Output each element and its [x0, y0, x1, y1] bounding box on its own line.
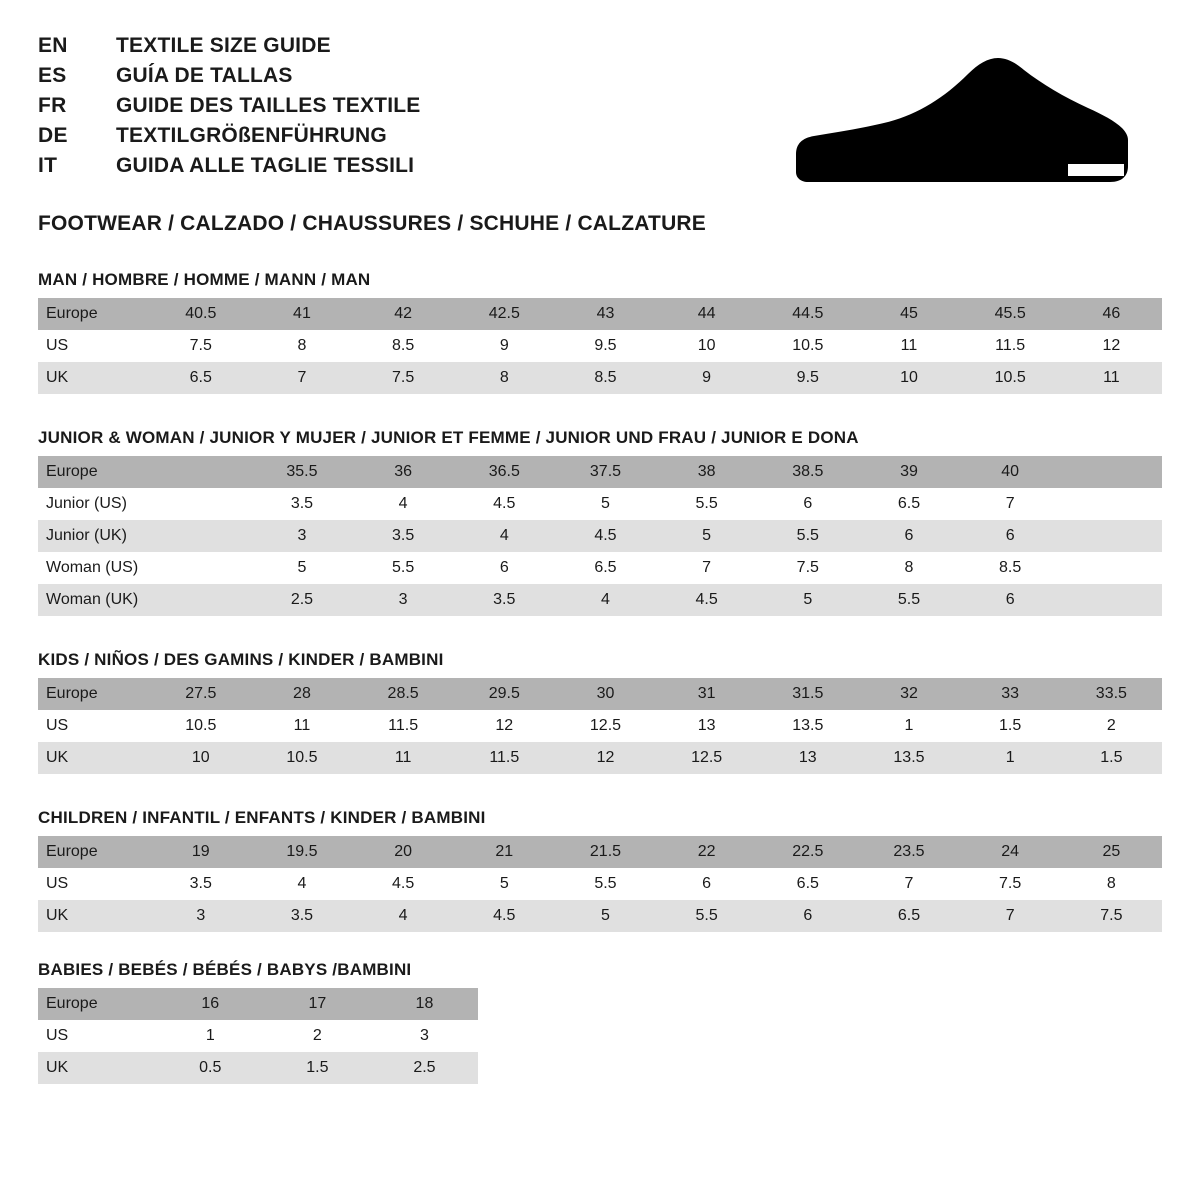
row-label: Europe: [38, 456, 150, 488]
cell: 10: [656, 330, 757, 362]
table-title: CHILDREN / INFANTIL / ENFANTS / KINDER / BAMBINI: [38, 808, 486, 827]
cell: 21.5: [555, 836, 656, 868]
cell: 11.5: [454, 742, 555, 774]
cell: 31: [656, 678, 757, 710]
cell: 19: [150, 836, 251, 868]
cell: 46: [1061, 298, 1162, 330]
cell: 4: [353, 900, 454, 932]
cell: 4.5: [656, 584, 757, 616]
cell: [1061, 456, 1162, 488]
table-row: [38, 742, 1162, 774]
row-label: US: [38, 868, 150, 900]
cell: 38: [656, 456, 757, 488]
cell: 3.5: [251, 488, 352, 520]
table-block-babies: [38, 960, 1162, 1084]
language-title: GUIDE DES TAILLES TEXTILE: [116, 94, 421, 117]
cell: 3: [150, 900, 251, 932]
table-row: [38, 330, 1162, 362]
cell: 6: [960, 584, 1061, 616]
cell: 3.5: [251, 900, 352, 932]
cell: 1: [858, 710, 959, 742]
cell: 17: [264, 988, 371, 1020]
cell: 5: [656, 520, 757, 552]
cell: 10.5: [251, 742, 352, 774]
table-row: [38, 900, 1162, 932]
cell: 2: [1061, 710, 1162, 742]
cell: 4.5: [555, 520, 656, 552]
cell: 6: [960, 520, 1061, 552]
cell: 45: [858, 298, 959, 330]
cell: 10.5: [150, 710, 251, 742]
cell: 5.5: [555, 868, 656, 900]
table-title: KIDS / NIÑOS / DES GAMINS / KINDER / BAMBINI: [38, 650, 444, 669]
cell: 8.5: [353, 330, 454, 362]
cell: 6: [454, 552, 555, 584]
table-block-kids: [38, 650, 1162, 774]
table-title: MAN / HOMBRE / HOMME / MANN / MAN: [38, 270, 371, 289]
cell: [150, 456, 251, 488]
size-table-man: [38, 298, 1162, 394]
cell: 7.5: [1061, 900, 1162, 932]
cell: 4: [251, 868, 352, 900]
cell: 5: [757, 584, 858, 616]
cell: 2: [264, 1020, 371, 1052]
cell: 31.5: [757, 678, 858, 710]
cell: 45.5: [960, 298, 1061, 330]
cell: 4.5: [454, 488, 555, 520]
table-row: [38, 1052, 478, 1084]
cell: 7: [960, 900, 1061, 932]
language-title: GUIDA ALLE TAGLIE TESSILI: [116, 154, 415, 177]
cell: 5.5: [858, 584, 959, 616]
language-title: TEXTILE SIZE GUIDE: [116, 34, 331, 57]
language-list: [38, 34, 420, 184]
cell: 4: [454, 520, 555, 552]
cell: 7: [858, 868, 959, 900]
cell: 9.5: [555, 330, 656, 362]
table-row: [38, 988, 478, 1020]
cell: 12: [555, 742, 656, 774]
cell: 5.5: [656, 488, 757, 520]
language-code: DE: [38, 124, 68, 147]
language-row: [38, 154, 420, 178]
cell: 30: [555, 678, 656, 710]
cell: 22: [656, 836, 757, 868]
table-row: [38, 678, 1162, 710]
cell: 18: [371, 988, 478, 1020]
cell: 32: [858, 678, 959, 710]
cell: 6.5: [858, 488, 959, 520]
cell: 39: [858, 456, 959, 488]
cell: 7: [656, 552, 757, 584]
cell: 13: [757, 742, 858, 774]
cell: 5: [555, 488, 656, 520]
row-label: UK: [38, 900, 150, 932]
cell: 1: [157, 1020, 264, 1052]
cell: 22.5: [757, 836, 858, 868]
cell: 11.5: [960, 330, 1061, 362]
cell: 1.5: [1061, 742, 1162, 774]
cell: 1.5: [264, 1052, 371, 1084]
cell: 11: [251, 710, 352, 742]
cell: 9: [656, 362, 757, 394]
cell: 7: [960, 488, 1061, 520]
cell: 44.5: [757, 298, 858, 330]
cell: 3.5: [353, 520, 454, 552]
cell: 5: [251, 552, 352, 584]
cell: [1061, 488, 1162, 520]
cell: 4: [353, 488, 454, 520]
cell: 11: [858, 330, 959, 362]
cell: 5.5: [656, 900, 757, 932]
cell: 10: [858, 362, 959, 394]
cell: 40.5: [150, 298, 251, 330]
row-label: UK: [38, 742, 150, 774]
row-label: US: [38, 330, 150, 362]
cell: 8.5: [555, 362, 656, 394]
language-code: IT: [38, 154, 58, 177]
cell: 19.5: [251, 836, 352, 868]
cell: 12: [454, 710, 555, 742]
cell: 5: [555, 900, 656, 932]
table-row: [38, 520, 1162, 552]
language-row: [38, 64, 420, 88]
cell: 8: [1061, 868, 1162, 900]
cell: 8: [454, 362, 555, 394]
dress-shoe-icon: [782, 34, 1162, 186]
cell: 0.5: [157, 1052, 264, 1084]
cell: 7.5: [353, 362, 454, 394]
language-title: TEXTILGRÖßENFÜHRUNG: [116, 124, 387, 147]
row-label: UK: [38, 1052, 157, 1084]
cell: 44: [656, 298, 757, 330]
cell: 7: [251, 362, 352, 394]
cell: [1061, 552, 1162, 584]
cell: 6.5: [858, 900, 959, 932]
cell: [150, 584, 251, 616]
cell: 23.5: [858, 836, 959, 868]
table-row: [38, 710, 1162, 742]
cell: 9: [454, 330, 555, 362]
row-label: US: [38, 710, 150, 742]
cell: 6: [656, 868, 757, 900]
row-label: UK: [38, 362, 150, 394]
cell: 10: [150, 742, 251, 774]
table-row: [38, 1020, 478, 1052]
cell: 13.5: [757, 710, 858, 742]
cell: 8: [251, 330, 352, 362]
cell: 10.5: [960, 362, 1061, 394]
cell: 35.5: [251, 456, 352, 488]
cell: [150, 552, 251, 584]
row-label: Junior (UK): [38, 520, 150, 552]
cell: 8.5: [960, 552, 1061, 584]
cell: 21: [454, 836, 555, 868]
cell: [150, 520, 251, 552]
cell: 5.5: [353, 552, 454, 584]
size-table-junior-woman: [38, 456, 1162, 616]
table-row: [38, 362, 1162, 394]
cell: 7.5: [150, 330, 251, 362]
cell: 7.5: [960, 868, 1061, 900]
cell: 40: [960, 456, 1061, 488]
language-code: EN: [38, 34, 68, 57]
cell: [150, 488, 251, 520]
row-label: Woman (UK): [38, 584, 150, 616]
cell: 7.5: [757, 552, 858, 584]
footwear-section-heading: FOOTWEAR / CALZADO / CHAUSSURES / SCHUHE / CALZATURE: [38, 212, 707, 235]
row-label: Woman (US): [38, 552, 150, 584]
row-label: Europe: [38, 678, 150, 710]
cell: 9.5: [757, 362, 858, 394]
cell: [1061, 520, 1162, 552]
cell: 41: [251, 298, 352, 330]
cell: 25: [1061, 836, 1162, 868]
cell: 27.5: [150, 678, 251, 710]
size-table-kids: [38, 678, 1162, 774]
table-block-junior-woman: [38, 428, 1162, 616]
language-code: FR: [38, 94, 67, 117]
cell: 6: [757, 900, 858, 932]
cell: 4.5: [353, 868, 454, 900]
cell: 12: [1061, 330, 1162, 362]
table-row: [38, 836, 1162, 868]
cell: 33: [960, 678, 1061, 710]
language-code: ES: [38, 64, 67, 87]
cell: 42: [353, 298, 454, 330]
row-label: Europe: [38, 298, 150, 330]
cell: 6.5: [757, 868, 858, 900]
cell: 3.5: [150, 868, 251, 900]
cell: 37.5: [555, 456, 656, 488]
cell: 28: [251, 678, 352, 710]
table-title: JUNIOR & WOMAN / JUNIOR Y MUJER / JUNIOR ET FEMME / JUNIOR UND FRAU / JUNIOR E DONA: [38, 428, 859, 447]
cell: 36.5: [454, 456, 555, 488]
cell: 6.5: [150, 362, 251, 394]
cell: 1: [960, 742, 1061, 774]
cell: 24: [960, 836, 1061, 868]
language-row: [38, 34, 420, 58]
cell: 33.5: [1061, 678, 1162, 710]
cell: 3: [371, 1020, 478, 1052]
cell: 1.5: [960, 710, 1061, 742]
cell: 29.5: [454, 678, 555, 710]
cell: 2.5: [251, 584, 352, 616]
cell: 11: [1061, 362, 1162, 394]
cell: 3: [251, 520, 352, 552]
cell: 43: [555, 298, 656, 330]
row-label: US: [38, 1020, 157, 1052]
cell: 5.5: [757, 520, 858, 552]
table-title: BABIES / BEBÉS / BÉBÉS / BABYS /BAMBINI: [38, 960, 412, 979]
cell: 13: [656, 710, 757, 742]
table-block-children: [38, 808, 1162, 932]
page-header: [38, 34, 1162, 186]
cell: 20: [353, 836, 454, 868]
table-row: [38, 584, 1162, 616]
cell: 13.5: [858, 742, 959, 774]
table-block-man: [38, 270, 1162, 394]
row-label: Junior (US): [38, 488, 150, 520]
cell: 4: [555, 584, 656, 616]
cell: 12.5: [656, 742, 757, 774]
cell: 6.5: [555, 552, 656, 584]
cell: 42.5: [454, 298, 555, 330]
cell: [1061, 584, 1162, 616]
cell: 11.5: [353, 710, 454, 742]
table-row: [38, 298, 1162, 330]
table-row: [38, 488, 1162, 520]
table-row: [38, 456, 1162, 488]
cell: 28.5: [353, 678, 454, 710]
cell: 11: [353, 742, 454, 774]
cell: 3: [353, 584, 454, 616]
cell: 10.5: [757, 330, 858, 362]
table-row: [38, 552, 1162, 584]
cell: 6: [757, 488, 858, 520]
cell: 5: [454, 868, 555, 900]
row-label: Europe: [38, 988, 157, 1020]
table-row: [38, 868, 1162, 900]
cell: 8: [858, 552, 959, 584]
language-title: GUÍA DE TALLAS: [116, 64, 293, 87]
cell: 38.5: [757, 456, 858, 488]
cell: 4.5: [454, 900, 555, 932]
language-row: [38, 94, 420, 118]
cell: 2.5: [371, 1052, 478, 1084]
size-table-children: [38, 836, 1162, 932]
cell: 12.5: [555, 710, 656, 742]
language-row: [38, 124, 420, 148]
row-label: Europe: [38, 836, 150, 868]
cell: 36: [353, 456, 454, 488]
cell: 16: [157, 988, 264, 1020]
cell: 6: [858, 520, 959, 552]
cell: 3.5: [454, 584, 555, 616]
size-table-babies: [38, 988, 478, 1084]
